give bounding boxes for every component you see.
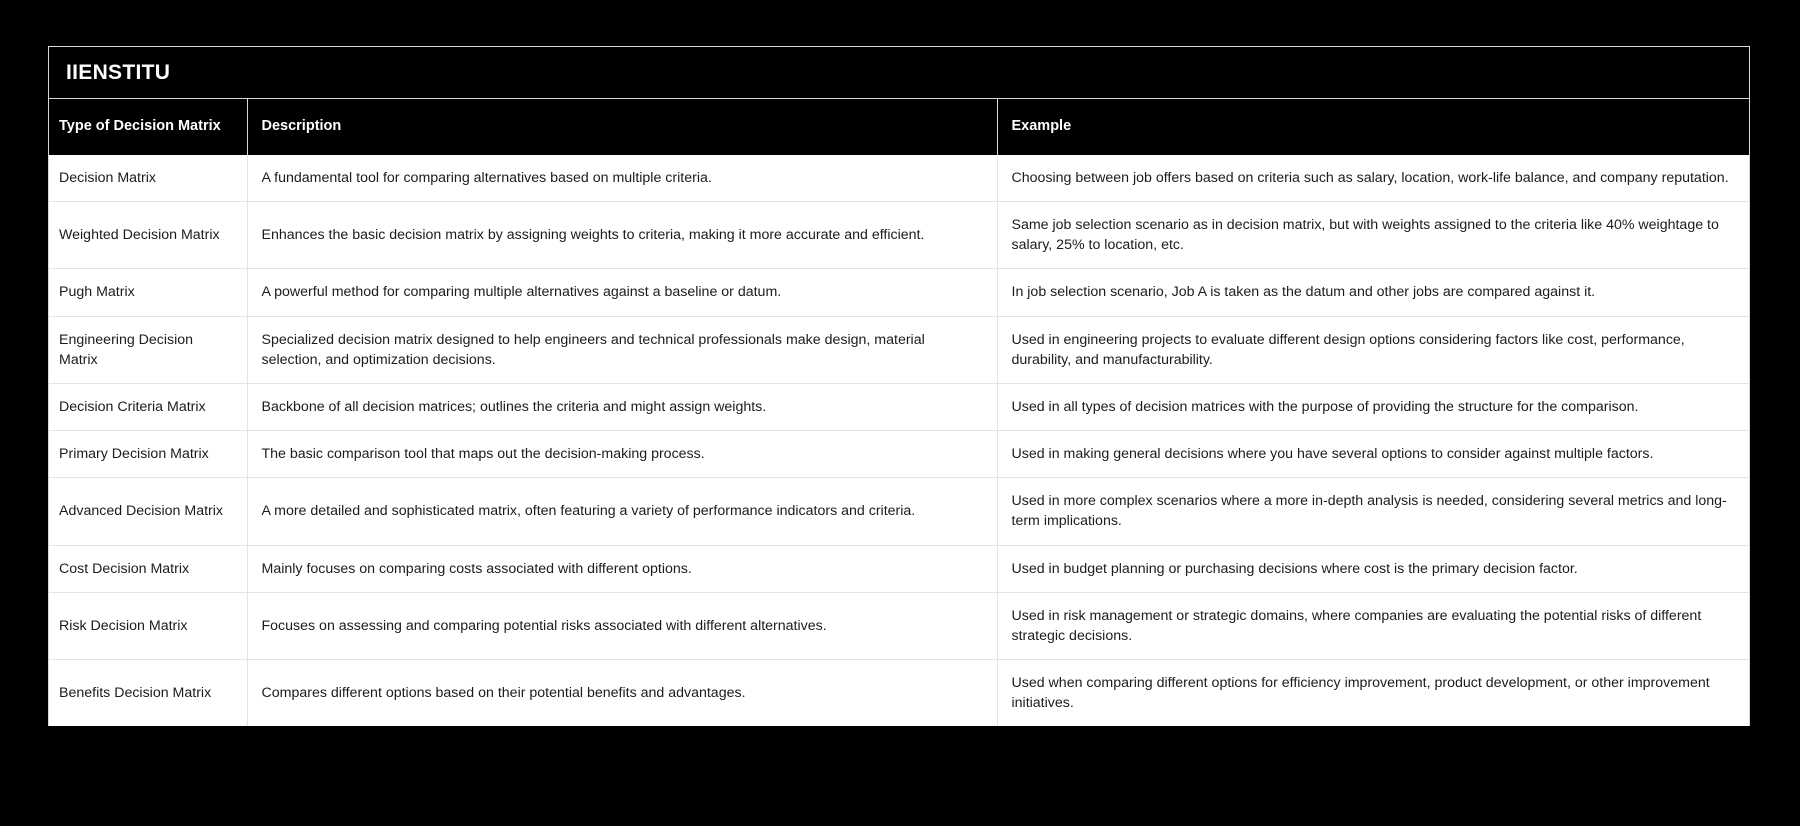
cell-matrix-description: Specialized decision matrix designed to help engineers and technical professionals make design, material selection, and optimization decisions.	[247, 316, 997, 383]
table-row	[49, 592, 1750, 659]
cell-matrix-example: Used in making general decisions where you have several options to consider against multiple factors.	[997, 431, 1750, 478]
table-row	[49, 478, 1750, 545]
table-row	[49, 269, 1750, 316]
decision-matrix-table	[49, 99, 1750, 726]
brand-header-bar	[49, 47, 1749, 99]
table-row	[49, 431, 1750, 478]
table-row	[49, 660, 1750, 727]
cell-matrix-example: Used when comparing different options for efficiency improvement, product development, or other improvement initiatives.	[997, 660, 1750, 727]
cell-matrix-description: A powerful method for comparing multiple alternatives against a baseline or datum.	[247, 269, 997, 316]
cell-matrix-description: Backbone of all decision matrices; outlines the criteria and might assign weights.	[247, 383, 997, 430]
cell-matrix-type: Benefits Decision Matrix	[49, 660, 247, 727]
column-header-type: Type of Decision Matrix	[49, 99, 247, 155]
cell-matrix-description: A more detailed and sophisticated matrix, often featuring a variety of performance indicators and criteria.	[247, 478, 997, 545]
cell-matrix-example: Choosing between job offers based on criteria such as salary, location, work-life balance, and company reputation.	[997, 155, 1750, 202]
table-row	[49, 383, 1750, 430]
cell-matrix-type: Engineering Decision Matrix	[49, 316, 247, 383]
cell-matrix-type: Cost Decision Matrix	[49, 545, 247, 592]
table-body	[49, 155, 1750, 726]
cell-matrix-example: Used in risk management or strategic domains, where companies are evaluating the potential risks of different strategic decisions.	[997, 592, 1750, 659]
cell-matrix-description: A fundamental tool for comparing alternatives based on multiple criteria.	[247, 155, 997, 202]
cell-matrix-type: Risk Decision Matrix	[49, 592, 247, 659]
cell-matrix-type: Primary Decision Matrix	[49, 431, 247, 478]
cell-matrix-example: Used in budget planning or purchasing decisions where cost is the primary decision factor.	[997, 545, 1750, 592]
table-head	[49, 99, 1750, 155]
cell-matrix-example: Used in engineering projects to evaluate different design options considering factors like cost, performance, durability, and manufacturability.	[997, 316, 1750, 383]
table-row	[49, 545, 1750, 592]
cell-matrix-type: Weighted Decision Matrix	[49, 202, 247, 269]
cell-matrix-example: Same job selection scenario as in decision matrix, but with weights assigned to the criteria like 40% weightage to salary, 25% to location, etc.	[997, 202, 1750, 269]
cell-matrix-example: In job selection scenario, Job A is taken as the datum and other jobs are compared against it.	[997, 269, 1750, 316]
table-row	[49, 202, 1750, 269]
cell-matrix-example: Used in more complex scenarios where a more in-depth analysis is needed, considering several metrics and long-term implications.	[997, 478, 1750, 545]
cell-matrix-example: Used in all types of decision matrices with the purpose of providing the structure for the comparison.	[997, 383, 1750, 430]
cell-matrix-type: Pugh Matrix	[49, 269, 247, 316]
table-header-row	[49, 99, 1750, 155]
brand-title: IIENSTITU	[66, 61, 171, 84]
table-row	[49, 316, 1750, 383]
cell-matrix-type: Decision Criteria Matrix	[49, 383, 247, 430]
cell-matrix-type: Advanced Decision Matrix	[49, 478, 247, 545]
column-header-example: Example	[997, 99, 1750, 155]
decision-matrix-table-card	[48, 46, 1750, 726]
cell-matrix-description: Focuses on assessing and comparing potential risks associated with different alternatives.	[247, 592, 997, 659]
column-header-description: Description	[247, 99, 997, 155]
cell-matrix-description: Compares different options based on their potential benefits and advantages.	[247, 660, 997, 727]
cell-matrix-description: Mainly focuses on comparing costs associated with different options.	[247, 545, 997, 592]
table-row	[49, 155, 1750, 202]
cell-matrix-type: Decision Matrix	[49, 155, 247, 202]
cell-matrix-description: The basic comparison tool that maps out the decision-making process.	[247, 431, 997, 478]
cell-matrix-description: Enhances the basic decision matrix by assigning weights to criteria, making it more accurate and efficient.	[247, 202, 997, 269]
